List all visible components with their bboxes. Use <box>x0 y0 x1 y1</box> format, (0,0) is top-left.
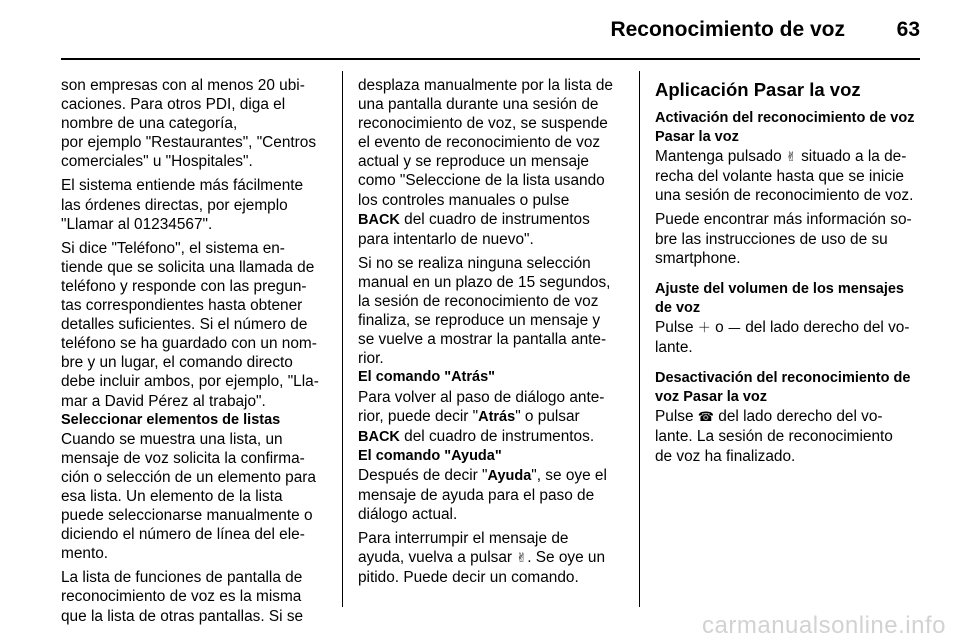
text-segment: desplaza manualmente por la lista de una pantalla durante una sesión de reconocimiento de voz, se suspende el evento de reconocimiento de voz actual y se reproduce un mensaje como "Seleccione de la lista usando los controles manuales o pulse <box>358 77 613 209</box>
text-segment: . Se oye un pitido. Puede decir un comando. <box>358 549 606 587</box>
text-segment: del cuadro de instrumentos para intentarlo de nuevo". <box>358 210 590 248</box>
paragraph-deactivation <box>655 407 927 465</box>
text-segment: del lado derecho del vo- lante. <box>655 318 910 357</box>
section-title-pasar-la-voz: Aplicación Pasar la voz <box>655 79 861 100</box>
heading-volume: Ajuste del volumen de los mensajes de voz <box>655 280 904 316</box>
paragraph-more-info: Puede encontrar más información so- bre las instrucciones de uso de su smartphone. <box>655 211 912 267</box>
plus-icon: ＋ <box>697 320 711 336</box>
voice-control-icon: ✌ <box>785 150 797 166</box>
heading-activation: Activación del reconocimiento de voz Pasar la voz <box>655 110 915 146</box>
text-segment: del cuadro de instrumentos. <box>399 427 595 445</box>
paragraph-phone-command: Si dice "Teléfono", el sistema en- tiende que se solicita una llamada de teléfono y responde con las pregun- tas correspondientes hasta obtener detalles suficientes. Si el número de teléfono se ha guardado con un nom- bre y un lugar, el comando directo debe incluir ambos, por ejemplo, "Lla- mar a David Pérez al trabajo". <box>61 239 319 410</box>
column-divider-left <box>342 71 343 607</box>
text-segment: Mantenga pulsado <box>655 148 786 166</box>
heading-back-command: El comando "Atrás" <box>358 369 496 386</box>
text-segment: ", se oye el mensaje de ayuda para el paso de diálogo actual. <box>358 466 607 524</box>
heading-select-list-items: Seleccionar elementos de listas <box>61 411 281 428</box>
paragraph-back-command <box>358 388 628 447</box>
column-divider-right <box>639 71 640 607</box>
text-segment: " o pulsar <box>515 407 580 425</box>
paragraph-list-functions: La lista de funciones de pantalla de reconocimiento de voz es la misma que la lista de otras pantallas. Si se <box>61 569 304 625</box>
text-segment: Para volver al paso de diálogo ante- rior, puede decir " <box>358 388 605 425</box>
column-middle <box>358 76 628 592</box>
page-number: 63 <box>896 18 920 41</box>
text-segment: Después de decir " <box>358 466 488 484</box>
paragraph-volume <box>655 318 927 357</box>
text-segment: o <box>710 318 728 336</box>
text-segment: Pulse <box>655 408 698 426</box>
paragraph-help-command <box>358 466 628 524</box>
page-header <box>0 0 960 60</box>
text-segment: Pulse <box>655 318 698 336</box>
paragraph-poi-categories: son empresas con al menos 20 ubi- caciones. Para otros PDI, diga el nombre de una categoría, por ejemplo "Restaurantes", "Centros comerciales" u "Hospitales". <box>61 77 317 171</box>
paragraph-direct-commands: El sistema entiende más fácilmente las órdenes directas, por ejemplo "Llamar al 01234567". <box>61 177 304 233</box>
text-segment: del lado derecho del vo- lante. La sesión de reconocimiento de voz ha finalizado. <box>655 408 893 465</box>
paragraph-timeout: Si no se realiza ninguna selección manual en un plazo de 15 segundos, la sesión de reconocimiento de voz finaliza, se reproduce un mensaje y se vuelve a mostrar la pantalla ante- rior. <box>358 254 611 368</box>
atras-keyword: Atrás <box>478 408 516 425</box>
header-rule <box>61 58 920 60</box>
text-segment: situado a la de- recha del volante hasta que se inicie una sesión de reconocimiento de voz. <box>655 148 914 205</box>
paragraph-activation <box>655 147 927 205</box>
minus-icon: — <box>727 320 741 336</box>
page-title: Reconocimiento de voz <box>610 18 845 41</box>
column-left <box>61 76 327 631</box>
heading-deactivation: Desactivación del reconocimiento de voz Pasar la voz <box>655 370 911 406</box>
heading-help-command: El comando "Ayuda" <box>358 447 502 464</box>
ayuda-keyword: Ayuda <box>487 467 532 484</box>
end-call-icon: ☎ <box>697 410 714 426</box>
paragraph-manual-scroll <box>358 76 628 249</box>
text-segment: Para interrumpir el mensaje de ayuda, vuelva a pulsar <box>358 530 569 567</box>
paragraph-list-selection: Cuando se muestra una lista, un mensaje de voz solicita la confirma- ción o selección de un elemento para esa lista. Un elemento de la lista puede seleccionarse manualmente o diciendo el número de línea del ele- mento. <box>61 430 316 563</box>
back-key-label: BACK <box>358 211 400 228</box>
paragraph-interrupt-help <box>358 529 628 587</box>
watermark: carmanualsonline.info <box>702 612 946 639</box>
column-right <box>655 79 927 466</box>
voice-control-icon: ✌ <box>516 551 528 567</box>
back-key-label: BACK <box>358 428 400 445</box>
